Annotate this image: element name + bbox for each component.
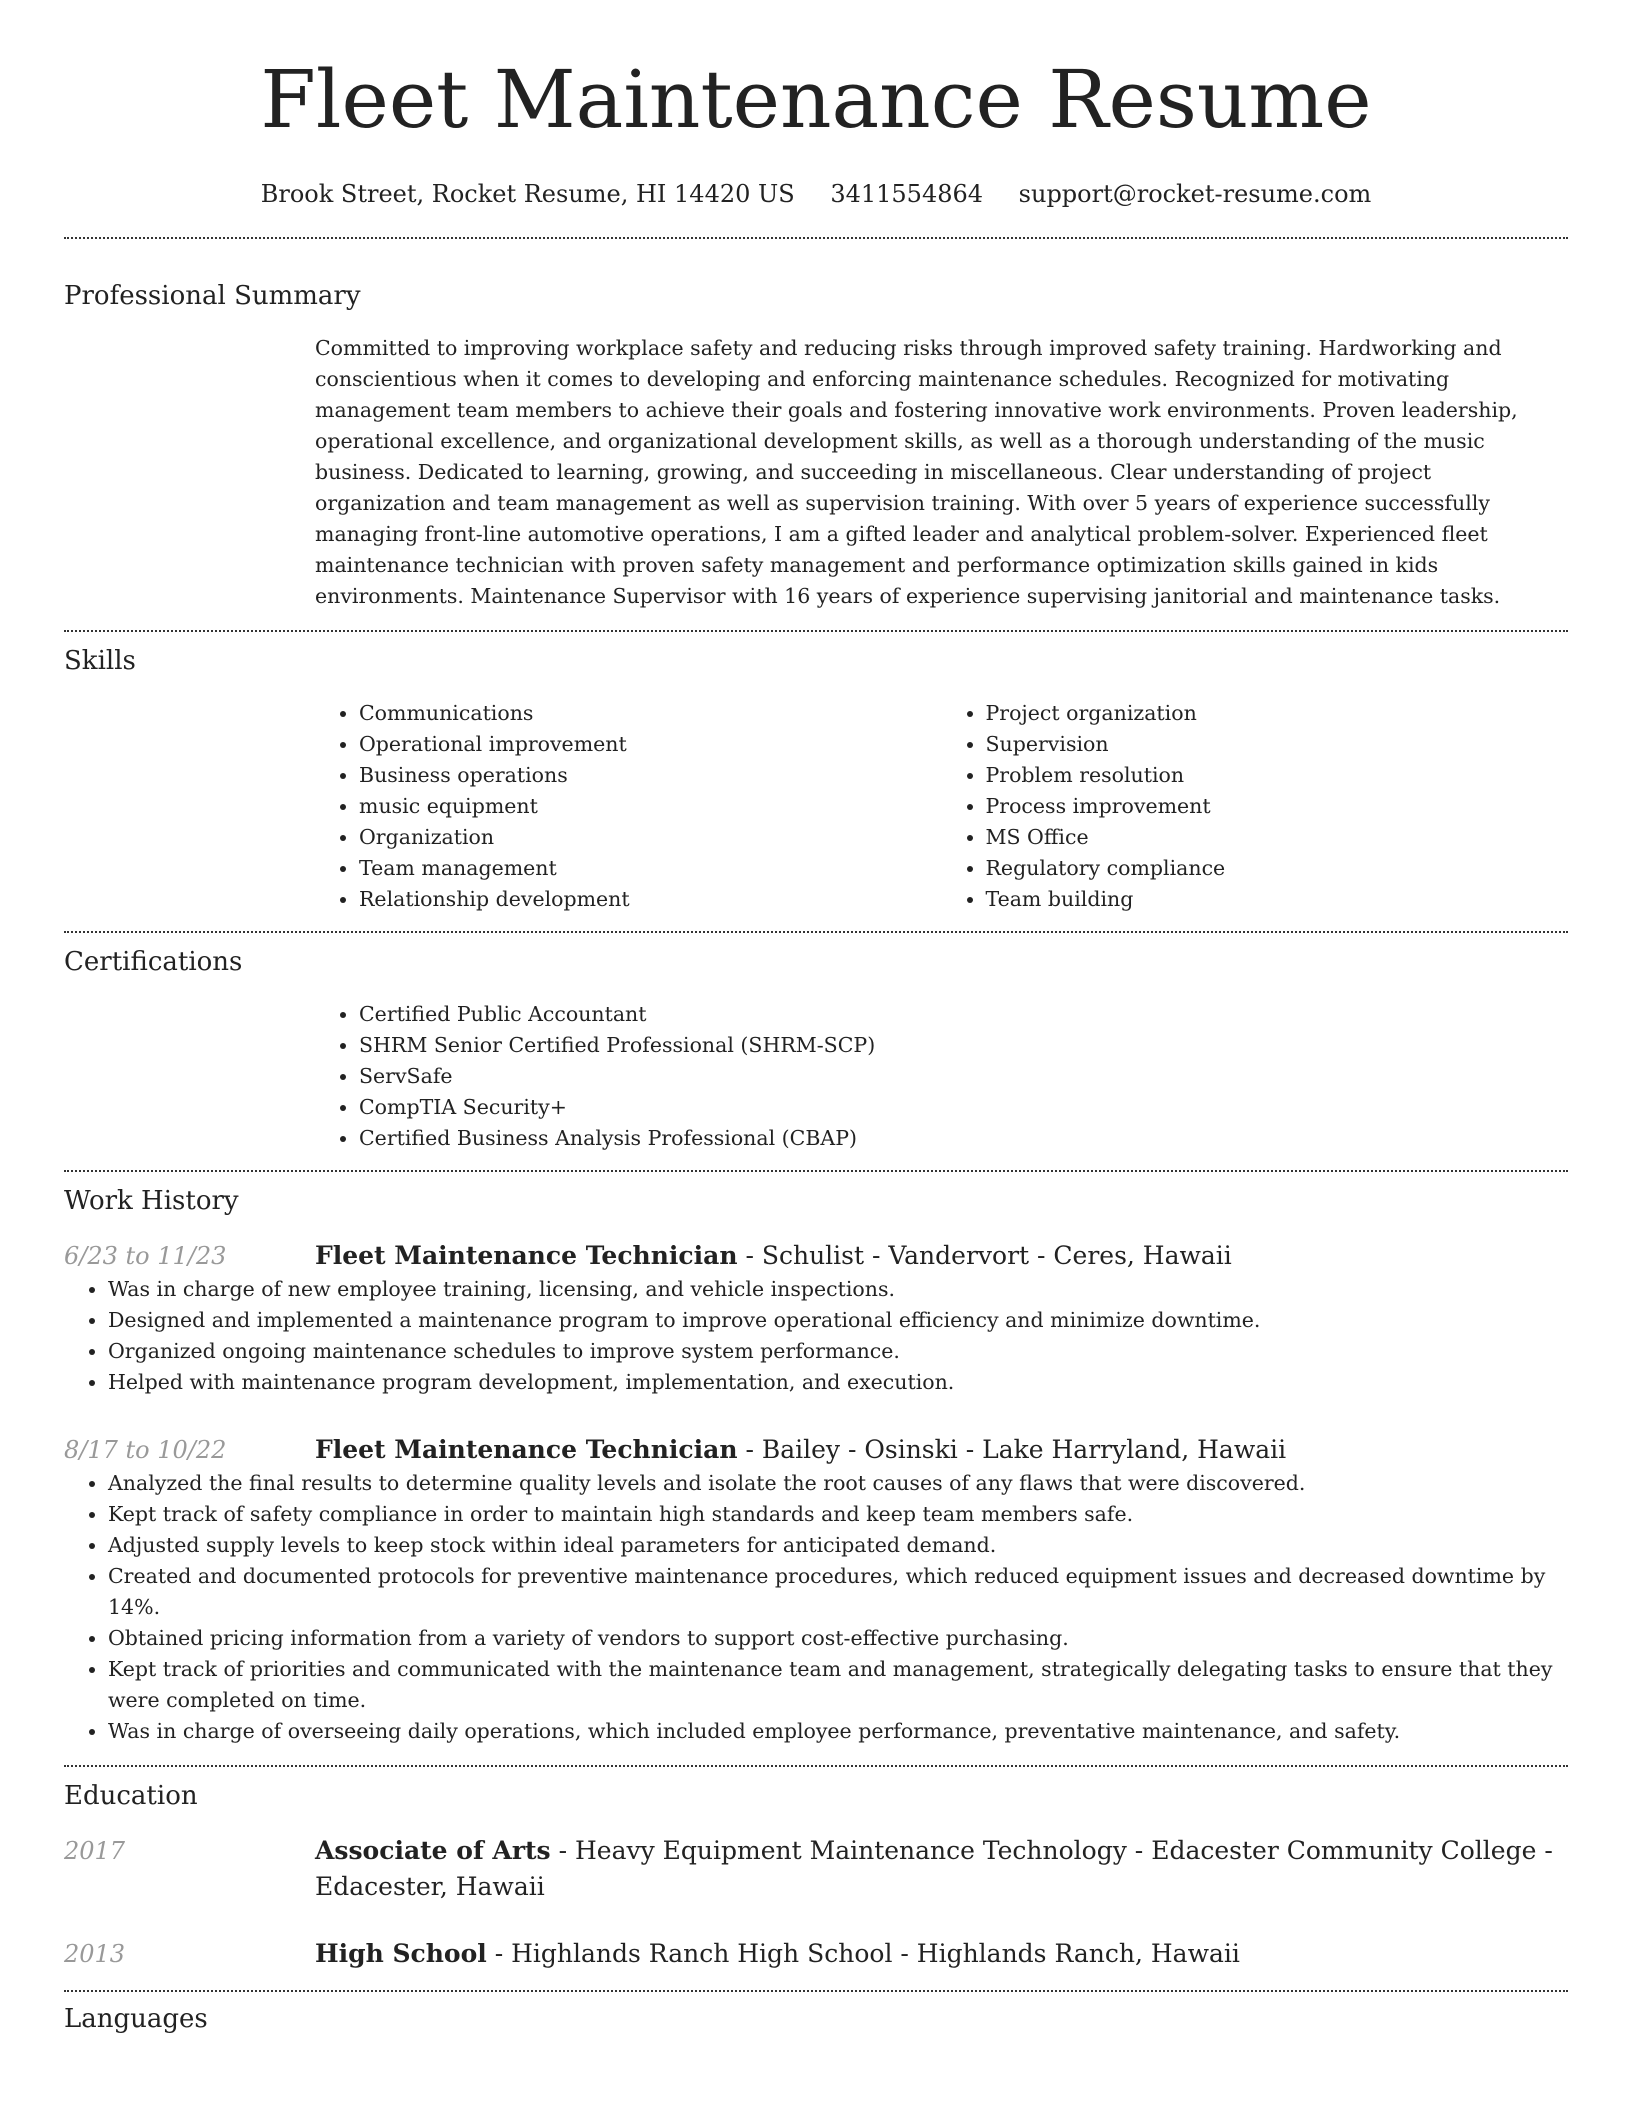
skill-item: • Process improvement — [986, 791, 1569, 822]
job-bullet: • Analyzed the final results to determine quality levels and isolate the root causes of any flaws that were discovered. — [108, 1468, 1568, 1499]
skill-item: • Relationship development — [359, 884, 942, 915]
summary-heading: Professional Summary — [64, 281, 361, 311]
education-heading: Education — [64, 1781, 198, 1811]
languages-section — [64, 1992, 1568, 2036]
education-degree: High School — [315, 1939, 487, 1968]
job-bullet: • Created and documented protocols for preventive maintenance procedures, which reduced equipment issues and decreased downtime by 14%. — [108, 1561, 1568, 1623]
skill-item: • MS Office — [986, 822, 1569, 853]
phone: 3411554864 — [830, 180, 984, 208]
certification-item: • Certified Public Accountant — [359, 999, 1568, 1030]
education-degree: Associate of Arts — [315, 1836, 551, 1865]
job-bullet: • Kept track of safety compliance in order to maintain high standards and keep team members safe. — [108, 1499, 1568, 1530]
work-heading: Work History — [64, 1186, 239, 1216]
skill-item: • Supervision — [986, 729, 1569, 760]
education-entry — [64, 1833, 1568, 1905]
contact-line — [64, 178, 1568, 210]
job-employer: - Bailey - Osinski - Lake Harryland, Hawaii — [737, 1435, 1287, 1464]
job-bullet: • Organized ongoing maintenance schedules to improve system performance. — [108, 1336, 1568, 1367]
certifications-section — [64, 933, 1568, 1154]
education-section — [64, 1767, 1568, 1972]
summary-text: Committed to improving workplace safety and reducing risks through improved safety training. Hardworking and conscientious when it comes to developing and enforcing maintenance schedules. Recognized for motivating management team members to achieve their goals and fostering innovative work environments. Proven leadership, operational excellence, and organizational development skills, as well as a thorough understanding of the music business. Dedicated to learning, growing, and succeeding in miscellaneous. Clear understanding of project organization and team management as well as supervision training. With over 5 years of experience successfully managing front-line automotive operations, I am a gifted leader and analytical problem-solver. Experienced fleet maintenance technician with proven safety management and performance optimization skills gained in kids environments. Maintenance Supervisor with 16 years of experience supervising janitorial and maintenance tasks. — [315, 336, 1518, 608]
summary-section — [64, 239, 1568, 612]
resume-title: Fleet Maintenance Resume — [260, 53, 1372, 146]
email: support@rocket-resume.com — [1018, 180, 1372, 208]
certification-item: • Certified Business Analysis Professional (CBAP) — [359, 1123, 1568, 1154]
job-bullets — [64, 1274, 1568, 1398]
education-school: - Highlands Ranch High School - Highlands Ranch, Hawaii — [486, 1939, 1240, 1968]
skill-item: • Business operations — [359, 760, 942, 791]
job-bullet: • Obtained pricing information from a variety of vendors to support cost-effective purchasing. — [108, 1623, 1568, 1654]
skill-item: • music equipment — [359, 791, 942, 822]
certifications-heading: Certifications — [64, 947, 243, 977]
job-heading — [315, 1432, 1286, 1468]
skills-section — [64, 632, 1568, 915]
resume-page — [64, 0, 1568, 2036]
skill-item: • Problem resolution — [986, 760, 1569, 791]
job-entry — [64, 1238, 1568, 1398]
job-bullet: • Was in charge of overseeing daily operations, which included employee performance, preventative maintenance, and safety. — [108, 1716, 1568, 1747]
skill-item: • Team management — [359, 853, 942, 884]
job-heading — [315, 1238, 1232, 1274]
skill-item: • Regulatory compliance — [986, 853, 1569, 884]
education-details — [315, 1833, 1568, 1905]
job-bullet: • Was in charge of new employee training, licensing, and vehicle inspections. — [108, 1274, 1568, 1305]
job-dates: 8/17 to 10/22 — [64, 1436, 227, 1464]
job-title: Fleet Maintenance Technician — [315, 1435, 738, 1464]
certifications-list — [315, 999, 1568, 1154]
certification-item: • ServSafe — [359, 1061, 1568, 1092]
certification-item: • CompTIA Security+ — [359, 1092, 1568, 1123]
job-bullet: • Kept track of priorities and communicated with the maintenance team and management, strategically delegating tasks to ensure that they were completed on time. — [108, 1654, 1568, 1716]
address: Brook Street, Rocket Resume, HI 14420 US — [260, 180, 795, 208]
education-school: - Heavy Equipment Maintenance Technology - Edacester Community College - Edacester, Hawaii — [315, 1836, 1553, 1901]
skills-list-left — [315, 698, 942, 915]
job-employer: - Schulist - Vandervort - Ceres, Hawaii — [737, 1241, 1232, 1270]
skill-item: • Organization — [359, 822, 942, 853]
job-title: Fleet Maintenance Technician — [315, 1241, 738, 1270]
education-details — [315, 1936, 1568, 1972]
languages-heading: Languages — [64, 2004, 208, 2034]
job-bullet: • Adjusted supply levels to keep stock within ideal parameters for anticipated demand. — [108, 1530, 1568, 1561]
job-bullet: • Helped with maintenance program development, implementation, and execution. — [108, 1367, 1568, 1398]
certification-item: • SHRM Senior Certified Professional (SHRM-SCP) — [359, 1030, 1568, 1061]
skills-heading: Skills — [64, 646, 136, 676]
skills-list-right — [942, 698, 1569, 915]
education-year: 2013 — [64, 1940, 126, 1968]
education-year: 2017 — [64, 1837, 126, 1865]
skill-item: • Operational improvement — [359, 729, 942, 760]
education-entry — [64, 1936, 1568, 1972]
work-section — [64, 1172, 1568, 1747]
skill-item: • Communications — [359, 698, 942, 729]
job-bullets — [64, 1468, 1568, 1747]
skill-item: • Project organization — [986, 698, 1569, 729]
job-dates: 6/23 to 11/23 — [64, 1242, 227, 1270]
skill-item: • Team building — [986, 884, 1569, 915]
job-entry — [64, 1432, 1568, 1747]
job-bullet: • Designed and implemented a maintenance program to improve operational efficiency and minimize downtime. — [108, 1305, 1568, 1336]
